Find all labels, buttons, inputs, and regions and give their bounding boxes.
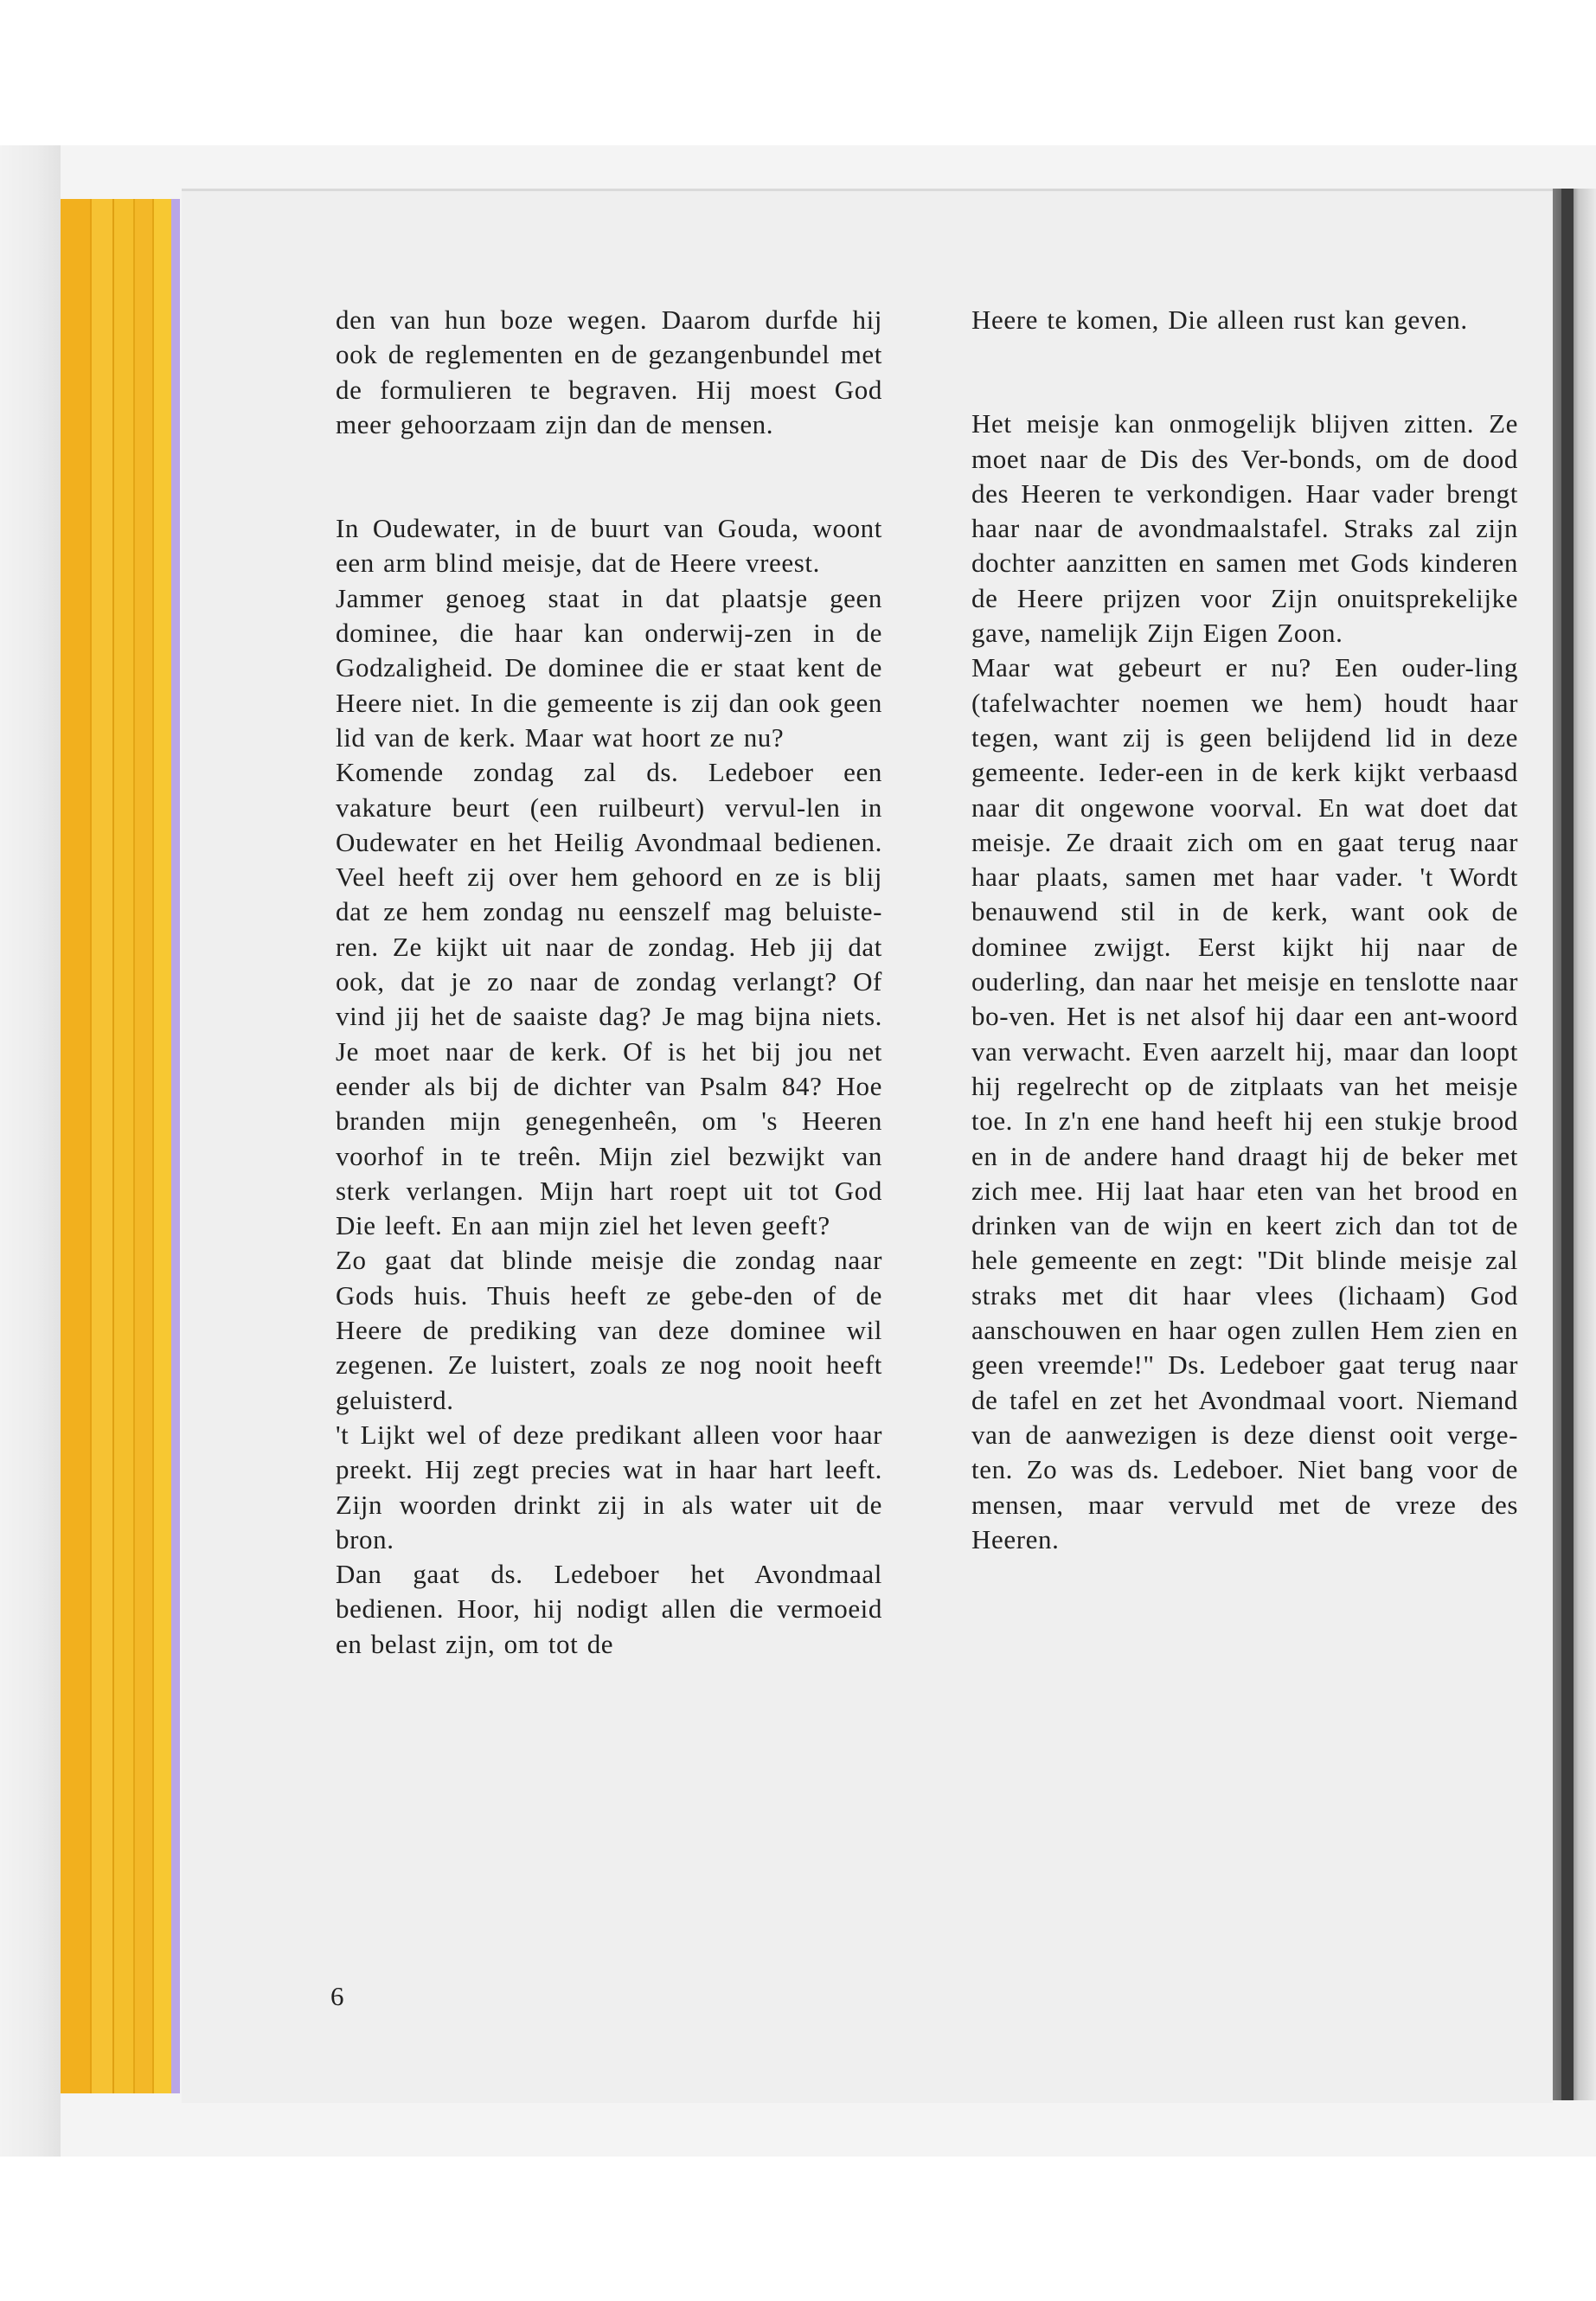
page-edge-orange — [61, 199, 90, 2093]
paragraph: 't Lijkt wel of deze predikant alleen voor haar preekt. Hij zegt precies wat in haar hart leeft. Zijn woorden drinkt zij in als water uit de bron. — [336, 1419, 882, 1554]
paragraph: Jammer genoeg staat in dat plaatsje geen dominee, die haar kan onderwij-zen in de Godzaligheid. De dominee die er staat kent de Heere niet. In die gemeente is zij dan ook geen lid van de kerk. Maar wat hoort ze nu? — [336, 582, 882, 753]
paragraph: Heere te komen, Die alleen rust kan geven. — [971, 304, 1468, 335]
page-edge-lilac — [171, 199, 180, 2093]
paragraph: Het meisje kan onmogelijk blijven zitten. Ze moet naar de Dis des Ver-bonds, om de dood des Heeren te verkondigen. Haar vader brengt haar naar de avondmaalstafel. Straks zal zijn dochter aanzitten en samen met Gods kinderen de Heere prijzen voor Zijn onuitsprekelijke gave, namelijk Zijn Eigen Zoon. — [971, 408, 1518, 649]
paragraph: Dan gaat ds. Ledeboer het Avondmaal bedienen. Hoor, hij nodigt allen die vermoeid en belast zijn, om tot de — [336, 1559, 882, 1659]
left-text-column — [336, 303, 882, 1662]
page-edge-yellow-3 — [133, 199, 154, 2093]
page-number: 6 — [330, 1981, 344, 2011]
page-gutter-shadow — [1553, 189, 1596, 2100]
gutter-dark-strip — [1561, 189, 1574, 2100]
paragraph: den van hun boze wegen. Daarom durfde hij ook de reglementen en de gezangenbundel met de formulieren te begraven. Hij moest God meer gehoorzaam zijn dan de mensen. — [336, 304, 882, 439]
paragraph: Maar wat gebeurt er nu? Een ouder-ling (tafelwachter noemen we hem) houdt haar tegen, want zij is geen belijdend lid in deze gemeente. Ieder-een in de kerk kijkt verbaasd naar dit ongewone voorval. En wat doet dat meisje. Ze draait zich om en gaat terug naar haar plaats, samen met haar vader. 't Wordt benauwend stil in de kerk, want ook de dominee zwijgt. Eerst kijkt hij naar de ouderling, dan naar het meisje en tenslotte naar bo-ven. Het is net alsof hij daar een ant-woord van verwacht. Even aarzelt hij, maar dan loopt hij regelrecht op de zitplaats van het meisje toe. In z'n ene hand heeft hij een stukje brood en in de andere hand draagt hij de beker met zich mee. Hij laat haar eten van het brood en drinken van de wijn en keert zich dan tot de hele gemeente en zegt: "Dit blinde meisje zal straks met dit haar vlees (lichaam) God aanschouwen en haar ogen zullen Hem zien en geen vreemde!" Ds. Ledeboer gaat terug naar de tafel en zet het Avondmaal voort. Niemand van de aanwezigen is deze dienst ooit verge-ten. Zo was ds. Ledeboer. Niet bang voor de mensen, maar vervuld met de vreze des Heeren. — [971, 652, 1518, 1554]
page-edge-yellow-2 — [112, 199, 135, 2093]
paragraph: In Oudewater, in de buurt van Gouda, woont een arm blind meisje, dat de Heere vreest. — [336, 513, 882, 579]
right-text-column — [971, 303, 1518, 1557]
paragraph: Komende zondag zal ds. Ledeboer een vakature beurt (een ruilbeurt) vervul-len in Oudewater en het Heilig Avondmaal bedienen. Veel heeft zij over hem gehoord en ze is blij dat ze hem zondag nu eenszelf mag beluiste-ren. Ze kijkt uit naar de zondag. Heb jij dat ook, dat je zo naar de zondag verlangt? Of vind jij het de saaiste dag? Je mag bijna niets. Je moet naar de kerk. Of is het bij jou net eender als bij de dichter van Psalm 84? Hoe branden mijn genegenheên, om 's Heeren voorhof in te treên. Mijn ziel bezwijkt van sterk verlangen. Mijn hart roept uit tot God Die leeft. En aan mijn ziel het leven geeft? — [336, 757, 882, 1241]
page-edge-yellow-1 — [90, 199, 114, 2093]
book-spine-shadow — [0, 145, 61, 2157]
page-edge-yellow-4 — [152, 199, 173, 2093]
paragraph: Zo gaat dat blinde meisje die zondag naar Gods huis. Thuis heeft ze gebe-den of de Heere de prediking van deze dominee wil zegenen. Ze luistert, zoals ze nog nooit heeft geluisterd. — [336, 1245, 882, 1415]
